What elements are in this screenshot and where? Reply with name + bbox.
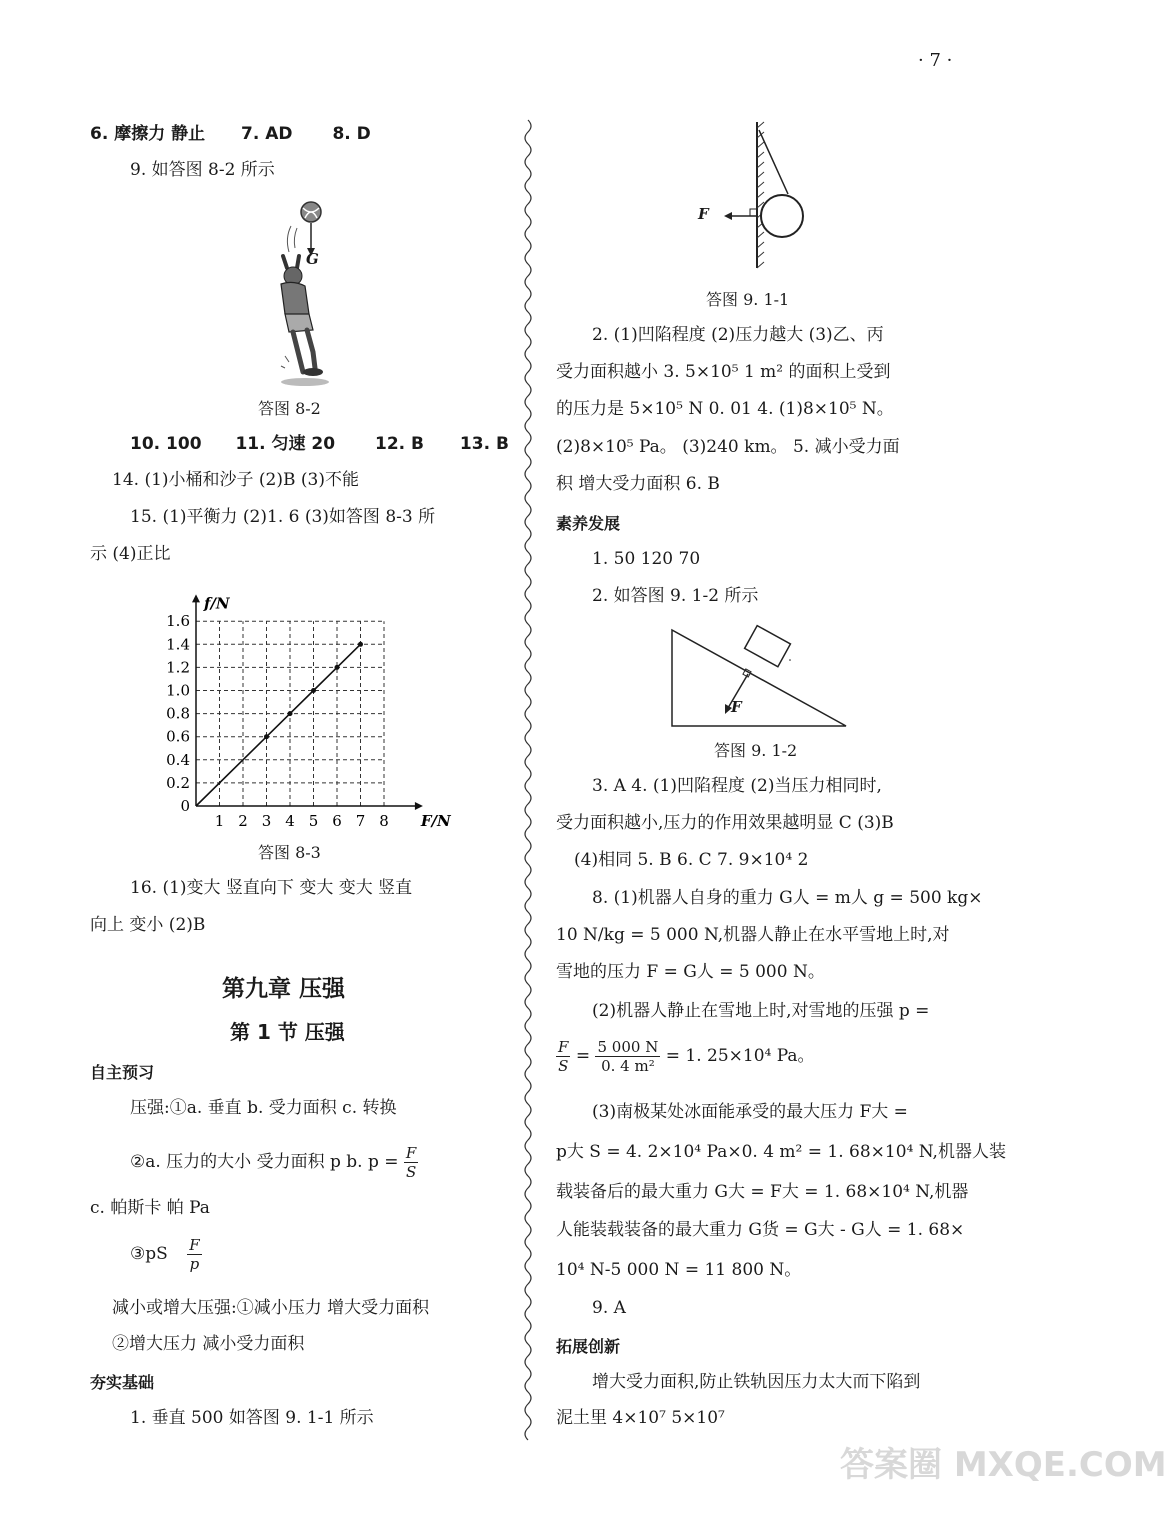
right-line-23: 泥土里 4×10⁷ 5×10⁷ xyxy=(556,1408,725,1428)
answer-8: 8. D xyxy=(332,124,371,144)
x-tick-label: 4 xyxy=(285,812,295,830)
label-F-9-1-2: F xyxy=(731,698,742,716)
watermark: 答案圈 MXQE.COM xyxy=(840,1445,1167,1485)
data-point xyxy=(335,665,340,670)
right-line-14: (2)机器人静止在雪地上时,对雪地的压强 p = xyxy=(592,1001,930,1021)
y-axis-arrow xyxy=(192,594,200,602)
heading-zizhu: 自主预习 xyxy=(90,1063,155,1082)
y-tick-label: 1.6 xyxy=(166,612,190,631)
x-tick-label: 1 xyxy=(214,812,225,830)
right-line-21: 9. A xyxy=(592,1298,626,1318)
answer-16: 16. (1)变大 竖直向下 变大 变大 竖直 xyxy=(130,878,413,898)
label-F-9-1-1: F xyxy=(698,205,709,223)
right-line-17: p大 S = 4. 2×10⁴ Pa×0. 4 m² = 1. 68×10⁴ N,机器人装 xyxy=(556,1142,1006,1162)
right-line-12: 10 N/kg = 5 000 N,机器人静止在水平雪地上时,对 xyxy=(556,925,950,945)
figure-9-1-2 xyxy=(668,626,853,730)
preview-line-5: 减小或增大压强:①减小压力 增大受力面积 xyxy=(112,1298,430,1318)
x-tick-label: 7 xyxy=(355,812,366,830)
preview-line-1: 压强:①a. 垂直 b. 受力面积 c. 转换 xyxy=(130,1098,397,1118)
data-point xyxy=(288,711,293,716)
preview-line-2: ②a. 压力的大小 受力面积 p b. p = $\frac{F}{S}$ xyxy=(130,1144,417,1181)
answer-line-10-13 xyxy=(130,432,509,456)
right-line-4: (2)8×10⁵ Pa。 (3)240 km。 5. 减小受力面 xyxy=(556,437,900,457)
answer-14: 14. (1)小桶和沙子 (2)B (3)不能 xyxy=(112,470,359,490)
data-point xyxy=(264,734,269,739)
right-line-2: 受力面积越小 3. 5×10⁵ 1 m² 的面积上受到 xyxy=(556,362,891,382)
fraction-F-S: $\frac{F}{S}$ xyxy=(405,1144,417,1181)
right-line-15: $\frac{F}{S}$ = $\frac{5 000 N}{\text{0. 4 m²}}$ = 1. 25×10⁴ Pa。 xyxy=(558,1038,815,1075)
right-line-9: 受力面积越小,压力的作用效果越明显 C (3)B xyxy=(556,813,894,833)
answer-15: 15. (1)平衡力 (2)1. 6 (3)如答图 8-3 所 xyxy=(130,507,436,527)
preview-line-6: ②增大压力 减小受力面积 xyxy=(112,1334,305,1354)
fraction-F-p: $\frac{F}{p}$ xyxy=(189,1236,200,1273)
basic-line-1: 1. 垂直 500 如答图 9. 1-1 所示 xyxy=(130,1408,374,1428)
right-line-8: 3. A 4. (1)凹陷程度 (2)当压力相同时, xyxy=(592,776,882,796)
caption-8-2: 答图 8-2 xyxy=(258,399,321,418)
chapter-title: 第九章 压强 xyxy=(222,976,346,1002)
section-title: 第 1 节 压强 xyxy=(230,1020,345,1044)
right-line-13: 雪地的压力 F = G人 = 5 000 N。 xyxy=(556,962,825,982)
answer-10: 10. 100 xyxy=(130,434,202,454)
x-tick-label: 3 xyxy=(261,812,272,830)
label-G: G xyxy=(306,250,319,268)
preview-line-3: c. 帕斯卡 帕 Pa xyxy=(90,1198,210,1218)
x-tick-label: 8 xyxy=(379,812,389,830)
page-number: · 7 · xyxy=(918,50,953,71)
x-tick-label: 2 xyxy=(238,812,248,830)
caption-9-1-1: 答图 9. 1-1 xyxy=(706,290,790,309)
right-line-16: (3)南极某处冰面能承受的最大压力 F大 = xyxy=(592,1102,908,1122)
right-line-19: 人能装载装备的最大重力 G货 = G大 - G人 = 1. 68× xyxy=(556,1220,965,1240)
right-line-5: 积 增大受力面积 6. B xyxy=(556,474,720,494)
figure-8-2-player xyxy=(255,196,365,391)
x-tick-label: 6 xyxy=(332,812,342,830)
right-line-1: 2. (1)凹陷程度 (2)压力越大 (3)乙、丙 xyxy=(592,325,884,345)
right-line-6: 1. 50 120 70 xyxy=(592,549,701,569)
y-tick-label: 0.2 xyxy=(166,773,190,792)
right-line-18: 载装备后的最大重力 G大 = F大 = 1. 68×10⁴ N,机器 xyxy=(556,1182,969,1202)
y-axis-label: f/N xyxy=(204,594,230,613)
column-divider xyxy=(520,120,536,1440)
preview-line-4: ③pS $\frac{F}{p}$ xyxy=(130,1236,200,1273)
y-tick-label: 1.2 xyxy=(166,658,190,677)
y-tick-label: 0.4 xyxy=(166,750,190,769)
right-line-3: 的压力是 5×10⁵ N 0. 01 4. (1)8×10⁵ N。 xyxy=(556,399,894,419)
caption-8-3: 答图 8-3 xyxy=(258,843,321,862)
answer-15-cont: 示 (4)正比 xyxy=(90,544,171,564)
heading-kuashi: 夯实基础 xyxy=(90,1373,155,1392)
data-point xyxy=(358,642,363,647)
x-axis-label: F/N xyxy=(420,812,451,830)
figure-9-1-1 xyxy=(700,122,820,272)
right-line-10: (4)相同 5. B 6. C 7. 9×10⁴ 2 xyxy=(574,850,809,870)
y-tick-label: 0 xyxy=(180,797,190,815)
right-line-20: 10⁴ N-5 000 N = 11 800 N。 xyxy=(556,1260,802,1280)
fraction-5000-0.4: $\frac{5 000 N}{\text{0. 4 m²}}$ xyxy=(597,1038,659,1075)
answer-12: 12. B xyxy=(374,434,424,454)
y-tick-label: 1.4 xyxy=(166,635,190,654)
heading-suyang: 素养发展 xyxy=(556,514,621,533)
x-tick-label: 5 xyxy=(308,812,319,830)
answer-11: 11. 匀速 20 xyxy=(235,434,336,454)
y-tick-label: 0.8 xyxy=(166,704,190,723)
heading-tuozhan: 拓展创新 xyxy=(556,1337,621,1356)
answer-line-6-8 xyxy=(90,122,371,146)
y-tick-label: 0.6 xyxy=(166,727,190,746)
right-line-22: 增大受力面积,防止铁轨因压力太大而下陷到 xyxy=(592,1372,921,1392)
answer-13: 13. B xyxy=(459,434,509,454)
answer-7: 7. AD xyxy=(241,124,293,144)
y-tick-label: 1.0 xyxy=(166,681,190,700)
right-line-7: 2. 如答图 9. 1-2 所示 xyxy=(592,586,759,606)
data-point xyxy=(311,688,316,693)
right-line-11: 8. (1)机器人自身的重力 G人 = m人 g = 500 kg× xyxy=(592,888,983,908)
answer-9: 9. 如答图 8-2 所示 xyxy=(130,160,275,180)
caption-9-1-2: 答图 9. 1-2 xyxy=(714,741,798,760)
chart-8-3 xyxy=(160,580,451,830)
fraction-F-S-2: $\frac{F}{S}$ xyxy=(558,1038,569,1075)
answer-6: 6. 摩擦力 静止 xyxy=(90,124,206,144)
answer-16-cont: 向上 变小 (2)B xyxy=(90,915,206,935)
x-axis-arrow xyxy=(415,802,423,810)
